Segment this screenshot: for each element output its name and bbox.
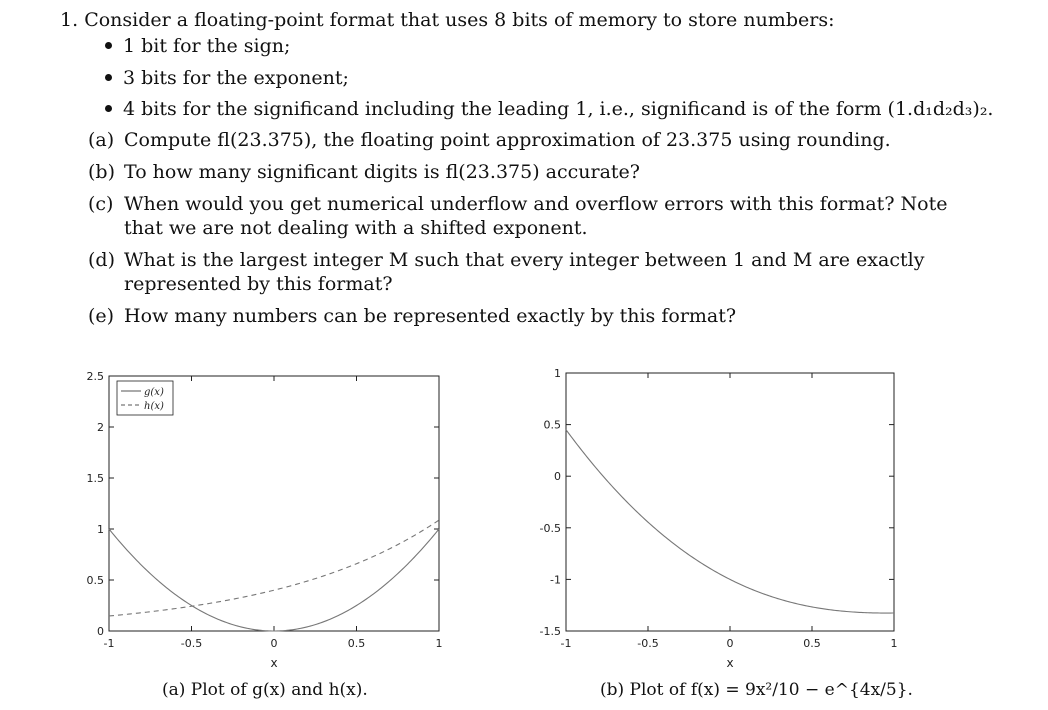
legend-label: g(x) bbox=[144, 387, 164, 398]
x-tick-label: 0.5 bbox=[347, 637, 366, 650]
part-label: (c) bbox=[88, 193, 114, 215]
bullet-item bbox=[105, 66, 349, 90]
x-tick-label: -1 bbox=[560, 637, 572, 650]
chart-f bbox=[525, 366, 915, 676]
x-tick-label: 0 bbox=[726, 637, 734, 650]
problem-intro bbox=[60, 8, 834, 32]
legend-label: h(x) bbox=[144, 401, 164, 412]
x-tick-label: -1 bbox=[103, 637, 115, 650]
series-line-fx bbox=[566, 430, 894, 613]
x-tick-label: 0 bbox=[270, 637, 278, 650]
bullet-dot bbox=[105, 42, 112, 49]
part-label: (b) bbox=[88, 161, 115, 183]
chart-g-h bbox=[80, 366, 460, 676]
bullet-item bbox=[105, 34, 290, 58]
bullet-text: 1 bit for the sign; bbox=[123, 35, 291, 57]
y-tick-label: 0.5 bbox=[86, 574, 104, 587]
caption-a-text: (a) Plot of g(x) and h(x). bbox=[162, 680, 368, 700]
series-line-hx bbox=[109, 520, 439, 616]
y-tick-label: 1 bbox=[97, 523, 104, 536]
part-label: (a) bbox=[88, 129, 115, 151]
bullet-text: 3 bits for the exponent; bbox=[123, 67, 349, 89]
bullet-dot bbox=[105, 74, 112, 81]
caption-a bbox=[162, 680, 368, 700]
x-tick-label: 1 bbox=[435, 637, 443, 650]
y-tick-label: 1.5 bbox=[86, 472, 104, 485]
problem-intro-text: Consider a floating-point format that uses 8 bits of memory to store numbers: bbox=[84, 9, 835, 31]
bullet-dot bbox=[105, 105, 112, 112]
part-text: How many numbers can be represented exactly by this format? bbox=[124, 305, 737, 327]
y-tick-label: 0.5 bbox=[543, 418, 561, 432]
x-axis-label: x bbox=[270, 656, 278, 670]
part-text: When would you get numerical underflow and overflow errors with this format? Note that we are not dealing with a shifted exponent. bbox=[124, 193, 948, 239]
y-tick-label: 2.5 bbox=[86, 370, 104, 383]
y-tick-label: -1 bbox=[550, 573, 561, 587]
y-tick-label: 1 bbox=[554, 367, 561, 380]
part-text: What is the largest integer M such that every integer between 1 and M are exactly represented by this format? bbox=[124, 249, 925, 295]
part-b bbox=[0, 160, 1048, 184]
caption-b-text: (b) Plot of f(x) = 9x²/10 − e^{4x/5}. bbox=[600, 680, 913, 700]
part-label: (e) bbox=[88, 305, 115, 327]
x-tick-label: -0.5 bbox=[637, 637, 659, 650]
y-tick-label: 0 bbox=[97, 625, 104, 638]
part-e bbox=[0, 304, 1048, 328]
y-tick-label: -0.5 bbox=[539, 521, 561, 535]
bullet-item bbox=[105, 97, 993, 121]
part-a bbox=[0, 128, 1048, 152]
problem-number: 1. bbox=[60, 9, 79, 31]
y-tick-label: 0 bbox=[554, 470, 561, 484]
x-axis-label: x bbox=[726, 656, 734, 670]
x-tick-label: 1 bbox=[890, 637, 898, 650]
part-c bbox=[0, 192, 1048, 240]
x-tick-label: -0.5 bbox=[180, 637, 203, 650]
y-tick-label: 2 bbox=[97, 421, 104, 434]
y-tick-label: -1.5 bbox=[539, 625, 561, 638]
caption-b bbox=[600, 680, 913, 700]
x-tick-label: 0.5 bbox=[803, 637, 821, 650]
bullet-text: 4 bits for the significand including the leading 1, i.e., significand is of the form (1.d₁d₂d₃)₂. bbox=[123, 98, 994, 120]
plot-frame bbox=[566, 373, 894, 631]
part-text: To how many significant digits is fl(23.375) accurate? bbox=[124, 161, 640, 183]
series-line-gx bbox=[109, 529, 439, 631]
part-d bbox=[0, 248, 1048, 296]
part-label: (d) bbox=[88, 249, 115, 271]
part-text: Compute fl(23.375), the floating point approximation of 23.375 using rounding. bbox=[124, 129, 891, 151]
